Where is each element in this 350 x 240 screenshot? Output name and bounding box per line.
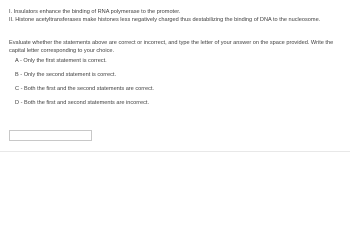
option-d: D - Both the first and second statements are incorrect. (15, 100, 150, 106)
option-a: A - Only the first statement is correct. (15, 58, 107, 64)
option-c: C - Both the first and the second statements are correct. (15, 86, 154, 92)
divider (0, 151, 350, 152)
statement-2: II. Histone acetyltransferases make histones less negatively charged thus destabilizing the binding of DNA to the nucleosome. (9, 17, 321, 23)
statement-1: I. Insulators enhance the binding of RNA polymerase to the promoter. (9, 9, 181, 15)
answer-input[interactable] (9, 130, 92, 141)
option-b: B - Only the second statement is correct. (15, 72, 117, 78)
instructions-text: Evaluate whether the statements above are correct or incorrect, and type the letter of your answer on the space provided. Write the capital letter corresponding to your choice. (9, 40, 334, 54)
